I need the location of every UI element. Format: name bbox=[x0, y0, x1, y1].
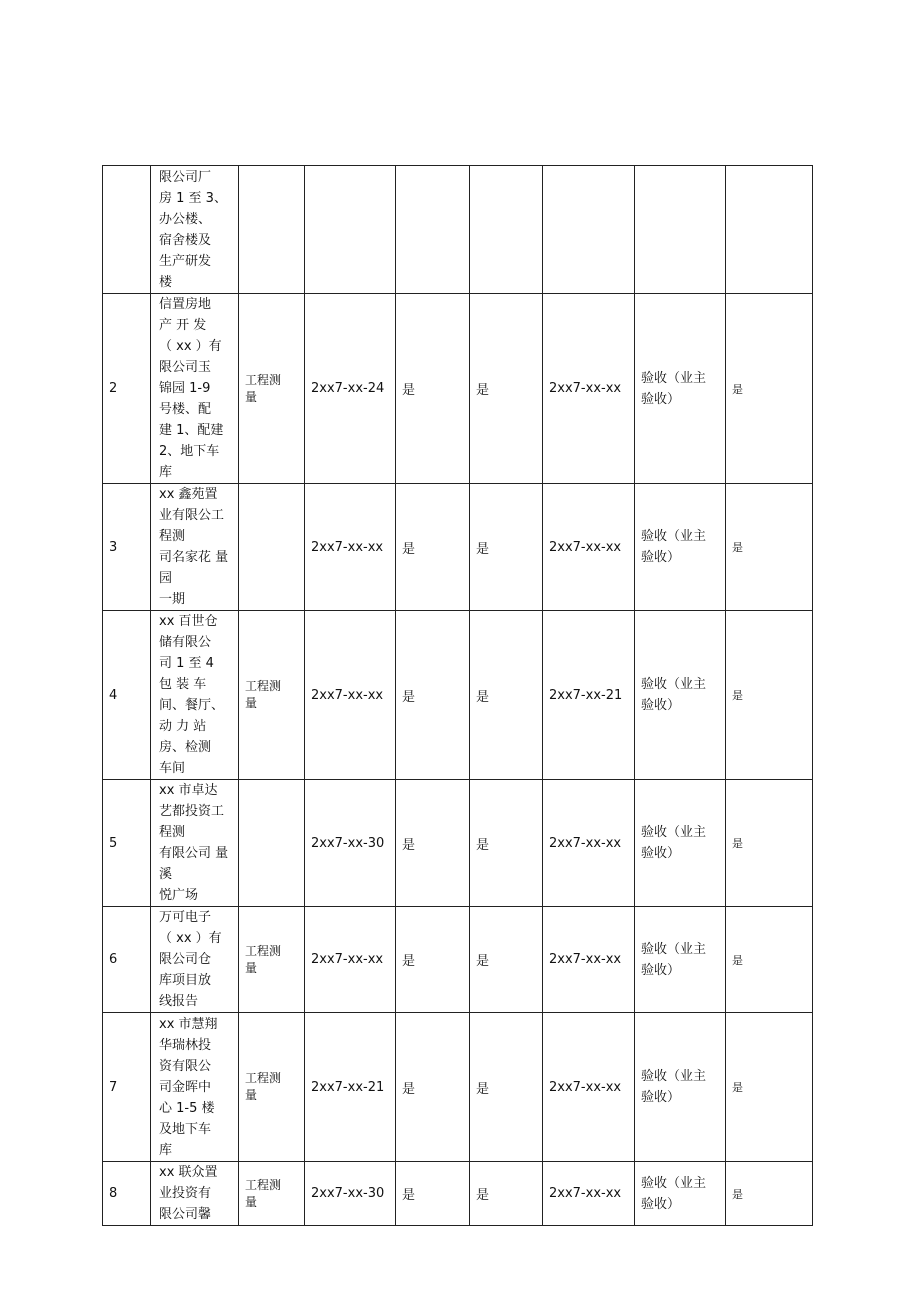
cell-date2: 2xx7-xx-xx bbox=[543, 1013, 635, 1162]
cell-type: 工程测 量 bbox=[239, 1162, 305, 1226]
cell-result: 是 bbox=[726, 907, 813, 1013]
cell-date1: 2xx7-xx-xx bbox=[305, 484, 396, 611]
table-row bbox=[103, 1162, 813, 1226]
cell-a: 是 bbox=[396, 780, 470, 907]
cell-date1: 2xx7-xx-xx bbox=[305, 611, 396, 780]
cell-name: xx 鑫苑置 业有限公工程测 司名家花 量园 一期 bbox=[151, 484, 239, 611]
table-row bbox=[103, 780, 813, 907]
table-row bbox=[103, 484, 813, 611]
cell-a: 是 bbox=[396, 611, 470, 780]
cell-method: 验收（业主 验收） bbox=[635, 484, 726, 611]
cell-date1: 2xx7-xx-xx bbox=[305, 907, 396, 1013]
cell-result: 是 bbox=[726, 611, 813, 780]
table-row bbox=[103, 166, 813, 294]
cell-date1: 2xx7-xx-21 bbox=[305, 1013, 396, 1162]
cell-result: 是 bbox=[726, 294, 813, 484]
cell-date2: 2xx7-xx-xx bbox=[543, 1162, 635, 1226]
cell-date2: 2xx7-xx-xx bbox=[543, 780, 635, 907]
cell-name: 万可电子 （ xx ）有 限公司仓 库项目放 线报告 bbox=[151, 907, 239, 1013]
cell-no: 6 bbox=[103, 907, 151, 1013]
cell-type: 工程测 量 bbox=[239, 907, 305, 1013]
cell-result: 是 bbox=[726, 780, 813, 907]
cell-method bbox=[635, 166, 726, 294]
cell-date2: 2xx7-xx-21 bbox=[543, 611, 635, 780]
cell-b bbox=[470, 166, 543, 294]
cell-a: 是 bbox=[396, 907, 470, 1013]
cell-method: 验收（业主 验收） bbox=[635, 780, 726, 907]
cell-b: 是 bbox=[470, 294, 543, 484]
cell-no: 5 bbox=[103, 780, 151, 907]
cell-a: 是 bbox=[396, 484, 470, 611]
table-row bbox=[103, 1013, 813, 1162]
cell-type: 工程测 量 bbox=[239, 294, 305, 484]
cell-date2: 2xx7-xx-xx bbox=[543, 484, 635, 611]
table-row bbox=[103, 294, 813, 484]
cell-b: 是 bbox=[470, 611, 543, 780]
cell-no: 4 bbox=[103, 611, 151, 780]
cell-b: 是 bbox=[470, 907, 543, 1013]
cell-no: 7 bbox=[103, 1013, 151, 1162]
table-row bbox=[103, 611, 813, 780]
cell-method: 验收（业主 验收） bbox=[635, 294, 726, 484]
cell-name: 限公司厂 房 1 至 3、 办公楼、 宿舍楼及 生产研发 楼 bbox=[151, 166, 239, 294]
cell-method: 验收（业主 验收） bbox=[635, 611, 726, 780]
cell-no: 3 bbox=[103, 484, 151, 611]
cell-type bbox=[239, 780, 305, 907]
cell-date1: 2xx7-xx-30 bbox=[305, 1162, 396, 1226]
table-row bbox=[103, 907, 813, 1013]
cell-result bbox=[726, 166, 813, 294]
cell-name: xx 市卓达 艺都投资工程测 有限公司 量溪 悦广场 bbox=[151, 780, 239, 907]
cell-no bbox=[103, 166, 151, 294]
cell-result: 是 bbox=[726, 484, 813, 611]
cell-date2: 2xx7-xx-xx bbox=[543, 907, 635, 1013]
cell-date1 bbox=[305, 166, 396, 294]
cell-no: 2 bbox=[103, 294, 151, 484]
cell-name: xx 联众置 业投资有 限公司馨 bbox=[151, 1162, 239, 1226]
cell-date2 bbox=[543, 166, 635, 294]
cell-date2: 2xx7-xx-xx bbox=[543, 294, 635, 484]
cell-a bbox=[396, 166, 470, 294]
cell-a: 是 bbox=[396, 1013, 470, 1162]
cell-result: 是 bbox=[726, 1162, 813, 1226]
cell-name: xx 百世仓 储有限公 司 1 至 4 包 装 车 间、餐厅、 动 力 站 房、检测 车间 bbox=[151, 611, 239, 780]
cell-name: xx 市慧翔 华瑞林投 资有限公 司金晖中 心 1-5 楼 及地下车 库 bbox=[151, 1013, 239, 1162]
cell-method: 验收（业主 验收） bbox=[635, 907, 726, 1013]
cell-date1: 2xx7-xx-30 bbox=[305, 780, 396, 907]
cell-b: 是 bbox=[470, 780, 543, 907]
cell-type bbox=[239, 166, 305, 294]
record-table bbox=[102, 165, 813, 1226]
cell-a: 是 bbox=[396, 294, 470, 484]
cell-type: 工程测 量 bbox=[239, 1013, 305, 1162]
cell-result: 是 bbox=[726, 1013, 813, 1162]
cell-method: 验收（业主 验收） bbox=[635, 1162, 726, 1226]
cell-method: 验收（业主 验收） bbox=[635, 1013, 726, 1162]
cell-type: 工程测 量 bbox=[239, 611, 305, 780]
cell-name: 信置房地 产 开 发 （ xx ）有 限公司玉 锦园 1-9 号楼、配 建 1、配建 2、地下车 库 bbox=[151, 294, 239, 484]
cell-a: 是 bbox=[396, 1162, 470, 1226]
cell-no: 8 bbox=[103, 1162, 151, 1226]
cell-date1: 2xx7-xx-24 bbox=[305, 294, 396, 484]
cell-b: 是 bbox=[470, 1013, 543, 1162]
cell-b: 是 bbox=[470, 1162, 543, 1226]
cell-b: 是 bbox=[470, 484, 543, 611]
cell-type bbox=[239, 484, 305, 611]
